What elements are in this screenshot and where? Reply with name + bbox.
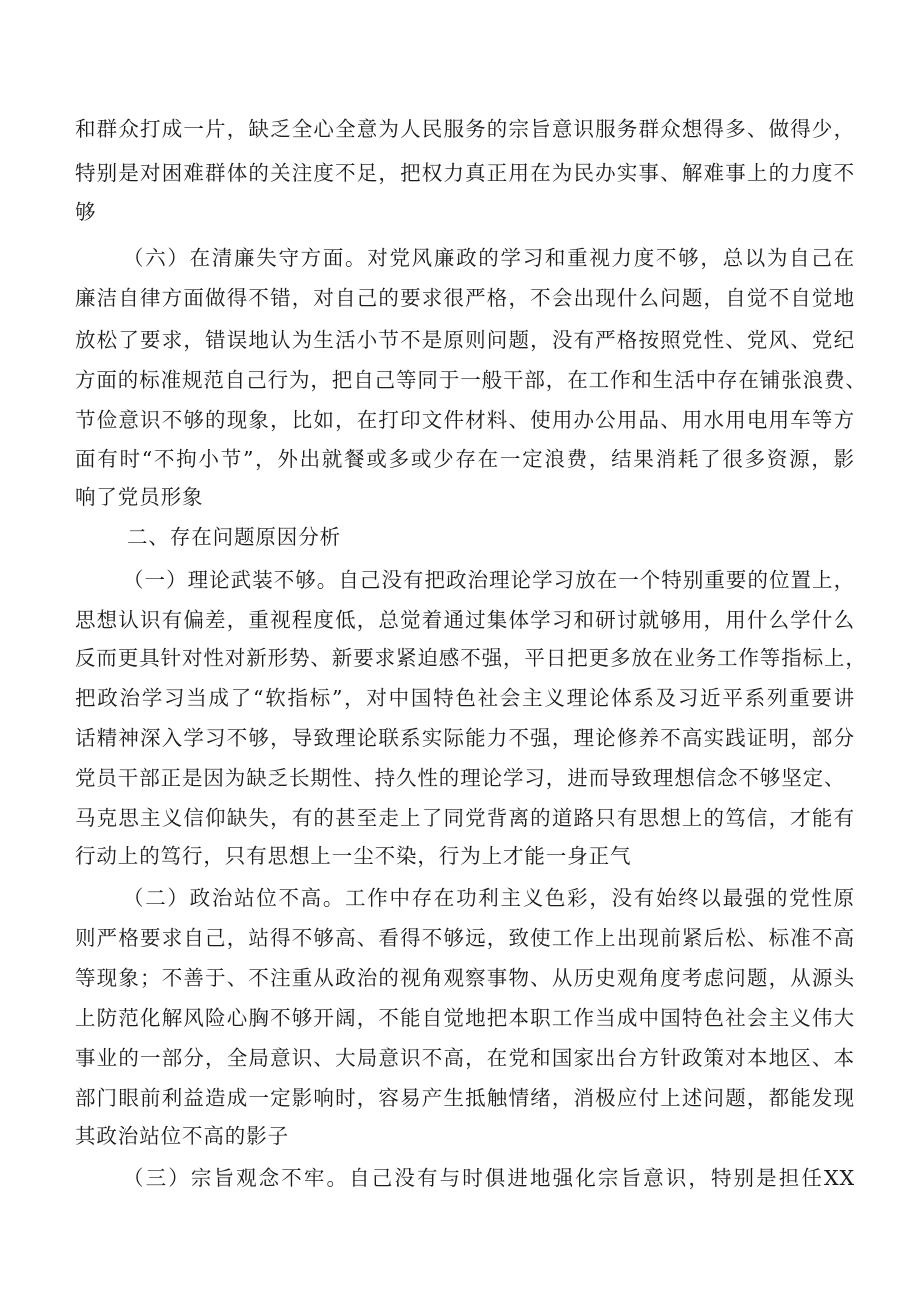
section-heading: 二、存在问题原因分析 (127, 525, 341, 549)
text-line: 和群众打成一片，缺乏全心全意为人民服务的宗旨意识服务群众想得多、做得少， (75, 117, 855, 141)
text-line: 够 (75, 200, 97, 224)
text-line: 方面的标准规范自己行为，把自己等同于一般干部，在工作和生活中存在铺张浪费、 (75, 368, 867, 392)
text-line: 则严格要求自己，站得不够高、看得不够远，致使工作上出现前紧后松、标准不高 (75, 926, 855, 950)
text-line: 面有时“不拘小节”，外出就餐或多或少存在一定浪费，结果消耗了很多资源，影 (75, 447, 855, 471)
text-line: 响了党员形象 (75, 485, 204, 509)
paragraph-heading-line: （六）在清廉失守方面。对党风廉政的学习和重视力度不够，总以为自己在 (123, 246, 855, 270)
paragraph-heading-line: （二）政治站位不高。工作中存在功利主义色彩，没有始终以最强的党性原 (123, 886, 855, 910)
text-line: 行动上的笃行，只有思想上一尘不染，行为上才能一身正气 (75, 844, 632, 868)
paragraph-heading-line: （三）宗旨观念不牢。自己没有与时俱进地强化宗旨意识，特别是担任XX (123, 1166, 855, 1190)
text-line: 放松了要求，错误地认为生活小节不是原则问题，没有严格按照党性、党风、党纪 (75, 328, 855, 352)
text-line: 上防范化解风险心胸不够开阔，不能自觉地把本职工作当成中国特色社会主义伟大 (75, 1006, 855, 1030)
text-line: 话精神深入学习不够，导致理论联系实际能力不强，理论修养不高实践证明，部分 (75, 726, 855, 750)
text-line: 事业的一部分，全局意识、大局意识不高，在党和国家出台方针政策对本地区、本 (75, 1046, 855, 1070)
text-line: 其政治站位不高的影子 (75, 1124, 289, 1148)
text-line: 思想认识有偏差，重视程度低，总觉着通过集体学习和研讨就够用，用什么学什么 (75, 608, 855, 632)
text-line: 把政治学习当成了“软指标”，对中国特色社会主义理论体系及习近平系列重要讲 (75, 686, 855, 710)
text-line: 等现象；不善于、不注重从政治的视角观察事物、从历史观角度考虑问题，从源头 (75, 966, 855, 990)
text-line: 特别是对困难群体的关注度不足，把权力真正用在为民办实事、解难事上的力度不 (75, 161, 855, 185)
text-line: 部门眼前利益造成一定影响时，容易产生抵触情绪，消极应付上述问题，都能发现 (75, 1086, 855, 1110)
text-line: 党员干部正是因为缺乏长期性、持久性的理论学习，进而导致理想信念不够坚定、 (75, 766, 846, 790)
text-line: 反而更具针对性对新形势、新要求紧迫感不强，平日把更多放在业务工作等指标上， (75, 646, 867, 670)
paragraph-heading-line: （一）理论武装不够。自己没有把政治理论学习放在一个特别重要的位置上， (123, 568, 855, 592)
text-line: 廉洁自律方面做得不错，对自己的要求很严格，不会出现什么问题，自觉不自觉地 (75, 286, 855, 310)
text-line: 节俭意识不够的现象，比如，在打印文件材料、使用办公用品、用水用电用车等方 (75, 408, 855, 432)
text-line: 马克思主义信仰缺失，有的甚至走上了同党背离的道路只有思想上的笃信，才能有 (75, 806, 855, 830)
